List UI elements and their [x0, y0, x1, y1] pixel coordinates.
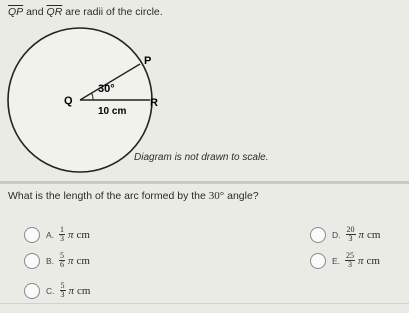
fraction-denominator: 3: [348, 260, 353, 269]
pi-symbol: π: [68, 254, 74, 267]
fraction-denominator: 3: [348, 234, 353, 243]
pi-symbol: π: [358, 228, 365, 241]
fraction-denominator: 3: [60, 290, 65, 299]
unit-label: cm: [76, 254, 90, 267]
label-angle: 30°: [98, 83, 115, 95]
unit-label: cm: [366, 254, 380, 267]
fraction-numerator: 5: [60, 251, 65, 260]
unit-label: cm: [367, 228, 381, 241]
radio-b[interactable]: [24, 253, 40, 269]
unit-label: cm: [77, 284, 91, 297]
choice-letter: E.: [332, 255, 341, 266]
fraction-numerator: 1: [60, 225, 65, 234]
segment-qp: $\overline{QP}$: [8, 6, 24, 18]
choice-fraction: [346, 226, 356, 243]
radio-e[interactable]: [310, 253, 326, 269]
choice-letter: D.: [332, 229, 341, 240]
question-text: [8, 190, 259, 202]
radio-c[interactable]: [24, 283, 40, 299]
question-before: What is the length of the arc formed by the: [8, 190, 209, 202]
label-radius: 10 cm: [98, 106, 127, 117]
intro-rest: are radii of the circle.: [65, 6, 163, 18]
choice-letter: C.: [46, 285, 55, 296]
pi-symbol: π: [68, 284, 75, 297]
pi-symbol: π: [358, 254, 364, 267]
choice-fraction: [345, 252, 355, 269]
question-angle: 30°: [208, 190, 225, 202]
question-after: angle?: [227, 190, 259, 202]
fraction-denominator: 6: [60, 260, 65, 269]
choice-b[interactable]: [24, 252, 93, 269]
choice-letter: B.: [46, 255, 55, 266]
footer-divider: [0, 303, 409, 304]
intro-and: and: [26, 6, 47, 18]
pi-symbol: π: [68, 228, 74, 241]
choice-fraction: [59, 226, 65, 243]
fraction-numerator: 5: [60, 281, 65, 290]
choice-a[interactable]: [24, 226, 93, 243]
label-q: Q: [64, 95, 73, 107]
choice-fraction: [60, 282, 66, 299]
choice-c[interactable]: [24, 282, 93, 299]
fraction-denominator: 3: [60, 234, 65, 243]
radio-d[interactable]: [310, 227, 326, 243]
label-r: R: [150, 97, 158, 109]
unit-label: cm: [76, 228, 90, 241]
problem-statement: [8, 6, 163, 18]
choice-d[interactable]: [310, 226, 383, 243]
fraction-numerator: 20: [346, 225, 355, 234]
choice-fraction: [59, 252, 65, 269]
label-p: P: [144, 55, 152, 67]
fraction-numerator: 25: [346, 251, 355, 260]
diagram-caption: Diagram is not drawn to scale.: [134, 152, 269, 163]
segment-qr: $\overline{QR}$: [46, 6, 63, 18]
section-divider: [0, 181, 409, 184]
choice-e[interactable]: [310, 252, 383, 269]
radio-a[interactable]: [24, 227, 40, 243]
choice-letter: A.: [46, 229, 55, 240]
